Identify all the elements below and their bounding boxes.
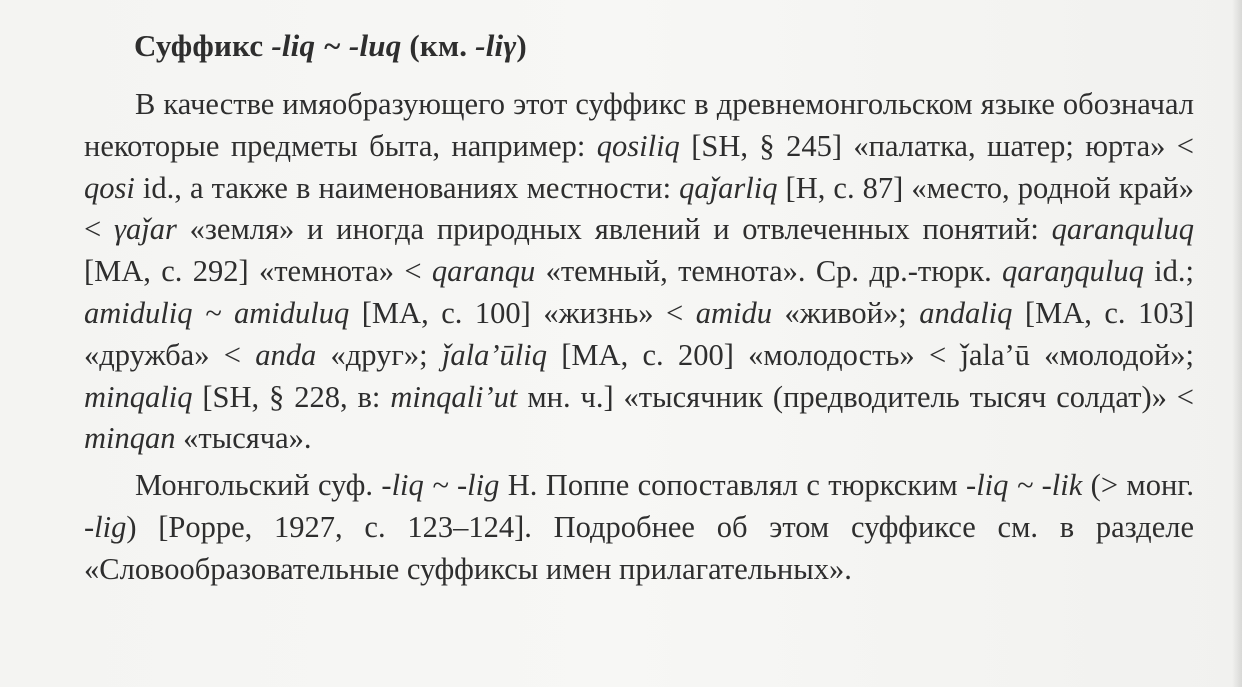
italic-term: qaranquluq	[1051, 212, 1195, 247]
text-run: мн. ч.] «тысячник (предводитель тысяч солдат)» <	[517, 379, 1194, 414]
italic-term: ǰala’ūliq	[441, 337, 547, 372]
italic-term: amidu	[695, 295, 773, 330]
italic-term: qosiliq	[596, 128, 680, 163]
text-run: [SH, § 245] «палатка, шатер; юрта» <	[679, 128, 1194, 163]
text-run: id., а также в наименованиях местности:	[134, 170, 680, 205]
text-run: ) [Poppe, 1927, с. 123–124]. Подробнее об этом суффиксе см. в разделе «Словообразовательные суффиксы имен прилагательных».	[84, 509, 1194, 586]
text-run: [МА, с. 100] «жизнь» <	[349, 295, 696, 330]
text-run: [МА, с. 200] «молодость» < ǰala’ū «молодой»;	[546, 337, 1194, 372]
text-run: «темный, темнота». Ср. др.-тюрк.	[535, 254, 1003, 289]
paragraph-2	[84, 465, 1194, 590]
italic-term: qosi	[84, 170, 135, 205]
italic-term: -liq ~ -lig	[381, 468, 500, 503]
text-run: «друг»;	[316, 337, 442, 372]
text-run: [МА, с. 103] «дружба» <	[84, 295, 1194, 372]
text-run: «земля» и иногда природных явлений и отвлеченных понятий:	[176, 212, 1052, 247]
italic-term: anda	[255, 337, 317, 372]
document-body	[84, 22, 1194, 591]
text-run: [Н, с. 87] «место, родной край» <	[84, 170, 1195, 247]
italic-term: qaraŋquluq	[1002, 254, 1144, 289]
text-run: (> монг.	[1082, 468, 1194, 503]
text-run: Н. Поппе сопоставлял с тюркским	[499, 468, 967, 503]
text-run: Монгольский суф.	[135, 468, 382, 503]
text-run: id.;	[1143, 254, 1194, 289]
text-run: [SH, § 228, в:	[192, 379, 391, 414]
text-run: «живой»;	[772, 295, 920, 330]
text-run: В качестве имяобразующего этот суффикс в древнемонгольском языке обозначал некоторые предметы быта, например:	[84, 87, 1194, 163]
italic-term: andaliq	[919, 295, 1013, 330]
italic-term: qaǰarliq	[679, 170, 778, 205]
heading-suffix: -liq ~ -luq	[271, 28, 402, 63]
italic-term: minqali’ut	[390, 379, 518, 414]
italic-term: -lig	[84, 509, 127, 544]
heading-prefix: Суффикс	[134, 28, 272, 63]
heading-km-form: -liγ	[475, 28, 517, 63]
text-run: [МА, с. 292] «темнота» <	[84, 254, 432, 289]
section-heading	[134, 22, 1194, 70]
heading-close: )	[516, 28, 527, 63]
italic-term: minqan	[84, 421, 176, 456]
italic-term: γaǰar	[113, 212, 177, 247]
italic-term: -liq ~ -lik	[966, 468, 1083, 503]
paragraph-1	[84, 84, 1194, 460]
heading-mid: (км.	[401, 28, 476, 63]
page-edge-shadow	[1232, 0, 1242, 687]
text-run: «тысяча».	[175, 421, 312, 456]
italic-term: minqaliq	[84, 379, 193, 414]
italic-term: amiduliq ~ amiduluq	[84, 295, 350, 330]
italic-term: qaranqu	[431, 254, 536, 289]
